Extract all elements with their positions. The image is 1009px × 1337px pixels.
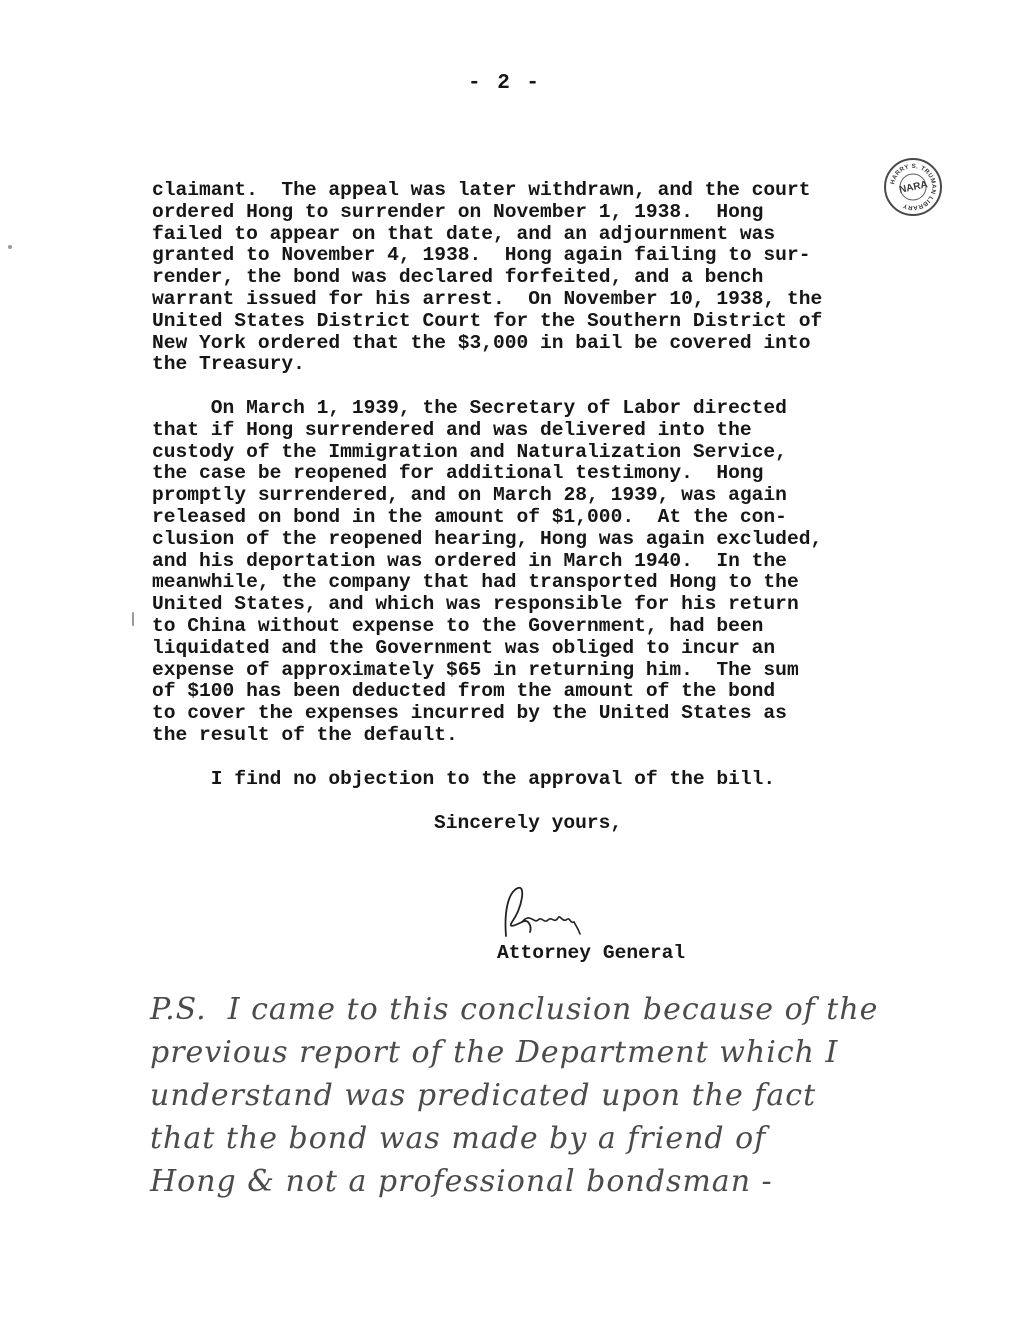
paper-mark bbox=[132, 612, 134, 626]
body-line: United States District Court for the Southern District of bbox=[152, 309, 823, 332]
body-line: to cover the expenses incurred by the United States as bbox=[152, 702, 787, 725]
signature-icon bbox=[500, 882, 590, 944]
postscript-line: that the bond was made by a friend of bbox=[150, 1121, 767, 1156]
paragraph-gap bbox=[152, 747, 882, 769]
body-line: meanwhile, the company that had transported Hong to the bbox=[152, 571, 799, 594]
stamp-center-text: NARA bbox=[897, 178, 929, 196]
postscript-line: previous report of the Department which I bbox=[150, 1035, 839, 1070]
body-line: the result of the default. bbox=[152, 723, 458, 746]
signature-title: Attorney General bbox=[497, 942, 686, 964]
body-line: the case be reopened for additional testimony. Hong bbox=[152, 462, 764, 485]
body-line: the Treasury. bbox=[152, 353, 305, 376]
body-line: granted to November 4, 1938. Hong again failing to sur- bbox=[152, 244, 811, 267]
paragraph-gap bbox=[152, 376, 882, 398]
body-line: clusion of the reopened hearing, Hong was again excluded, bbox=[152, 527, 823, 550]
library-stamp-icon bbox=[884, 158, 942, 216]
body-line: On March 1, 1939, the Secretary of Labor directed bbox=[152, 396, 787, 419]
body-line: ordered Hong to surrender on November 1, 1938. Hong bbox=[152, 200, 764, 223]
body-line: of $100 has been deducted from the amount of the bond bbox=[152, 680, 776, 703]
body-line: expense of approximately $65 in returning him. The sum bbox=[152, 658, 799, 681]
page-number: - 2 - bbox=[467, 72, 541, 95]
body-line: released on bond in the amount of $1,000. At the con- bbox=[152, 505, 787, 528]
body-line: render, the bond was declared forfeited, and a bench bbox=[152, 266, 764, 289]
body-line: I find no objection to the approval of the bill. bbox=[152, 767, 776, 790]
body-line: liquidated and the Government was obliged to incur an bbox=[152, 636, 776, 659]
paper-speck bbox=[8, 245, 12, 249]
stamp-ring-text: HARRY S. TRUMAN LIBRARY bbox=[889, 162, 938, 212]
body-line: custody of the Immigration and Naturalization Service, bbox=[152, 440, 787, 463]
postscript-line: Hong & not a professional bondsman - bbox=[150, 1164, 773, 1199]
handwritten-postscript bbox=[150, 988, 890, 1203]
body-line: warrant issued for his arrest. On November 10, 1938, the bbox=[152, 287, 823, 310]
body-line: and his deportation was ordered in March 1940. In the bbox=[152, 549, 787, 572]
body-line: United States, and which was responsible for his return bbox=[152, 593, 799, 616]
body-line: promptly surrendered, and on March 28, 1939, was again bbox=[152, 484, 787, 507]
body-line: to China without expense to the Government, had been bbox=[152, 614, 764, 637]
letter-body bbox=[152, 180, 882, 790]
closing-salutation: Sincerely yours, bbox=[434, 812, 623, 834]
body-line: claimant. The appeal was later withdrawn, and the court bbox=[152, 179, 811, 201]
postscript-line: P.S. I came to this conclusion because of the bbox=[150, 992, 879, 1027]
body-line: that if Hong surrendered and was delivered into the bbox=[152, 418, 752, 441]
body-line: New York ordered that the $3,000 in bail be covered into bbox=[152, 331, 811, 354]
body-line: failed to appear on that date, and an adjournment was bbox=[152, 222, 776, 245]
postscript-line: understand was predicated upon the fact bbox=[150, 1078, 817, 1113]
